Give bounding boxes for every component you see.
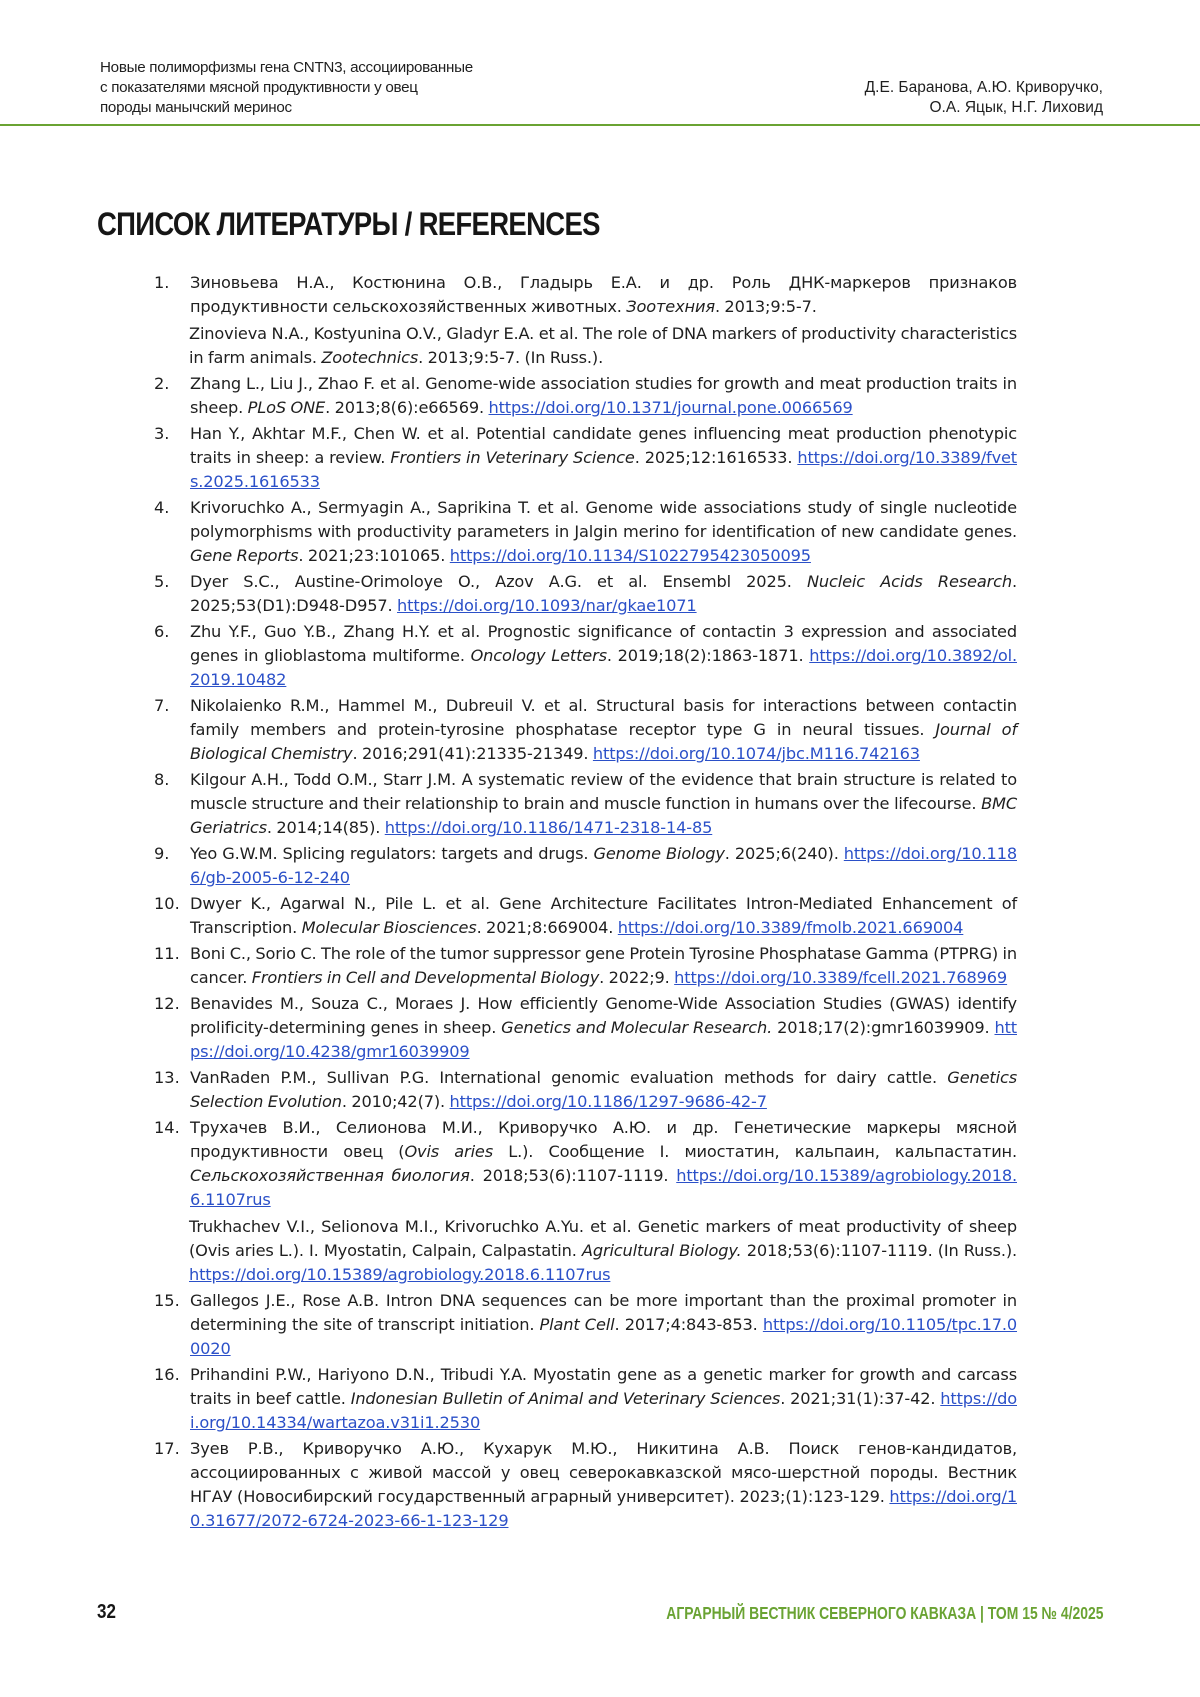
header-article-title-line: породы манычский меринос [100, 99, 292, 116]
reference-number: 6. [154, 622, 170, 641]
running-header [100, 58, 1103, 120]
reference-item [0, 1289, 1200, 1361]
reference-item [0, 768, 1200, 840]
reference-segment: . 2025;12:1616533. [634, 448, 798, 467]
reference-segment: Gallegos J.E., Rose A.B. Intron DNA sequences can be more important than the proximal promoter in determining the site of transcript initiation. [190, 1291, 1017, 1334]
reference-segment: . 2022;9. [599, 968, 675, 987]
reference-number: 12. [154, 994, 180, 1013]
reference-text [190, 992, 1017, 1064]
reference-item [0, 372, 1200, 420]
reference-source-title: Ovis aries [404, 1142, 494, 1161]
reference-text [190, 768, 1017, 840]
reference-body [190, 1289, 1017, 1361]
page-number: 32 [97, 1601, 116, 1623]
doi-link[interactable]: https://doi.org/10.1074/jbc.M116.742163 [592, 744, 920, 763]
reference-item [0, 1363, 1200, 1435]
doi-link[interactable]: https://doi.org/10.1186/1297-9686-42-7 [449, 1092, 767, 1111]
reference-segment: 2018;53(6):1107-1119. (In Russ.). [741, 1241, 1017, 1260]
reference-text [190, 1116, 1017, 1212]
reference-segment: Трухачев В.И., Селионова М.И., Криворучко А.Ю. и др. Генетические маркеры мясной продуктивности овец ( [190, 1118, 1017, 1161]
reference-item [0, 942, 1200, 990]
reference-item [0, 620, 1200, 692]
reference-text [190, 570, 1017, 618]
reference-text [190, 1066, 1017, 1114]
reference-source-title: Journal of Biological Chemistry [190, 720, 1017, 763]
reference-segment: Dwyer K., Agarwal N., Pile L. et al. Gene Architecture Facilitates Intron-Mediated Enhancement of Transcription. [190, 894, 1017, 937]
reference-segment: . 2017;4:843-853. [614, 1315, 763, 1334]
reference-text [190, 620, 1017, 692]
reference-segment: . 2019;18(2):1863-1871. [606, 646, 810, 665]
reference-segment: Han Y., Akhtar M.F., Chen W. et al. Potential candidate genes influencing meat production phenotypic traits in sheep: a review. [190, 424, 1017, 467]
reference-text [190, 496, 1017, 568]
reference-source-title: Gene Reports [190, 546, 299, 565]
reference-list [0, 271, 1200, 1535]
reference-source-title: Зоотехния [626, 297, 715, 316]
reference-segment: L.). Сообщение I. миостатин, кальпаин, кальпастатин. [493, 1142, 1017, 1161]
reference-body [190, 620, 1017, 692]
reference-segment: . 2010;42(7). [341, 1092, 450, 1111]
reference-segment: . 2013;9:5-7. [714, 297, 817, 316]
reference-number: 11. [154, 944, 180, 963]
reference-body [190, 496, 1017, 568]
reference-segment: Kilgour A.H., Todd O.M., Starr J.M. A systematic review of the evidence that brain structure is related to muscle structure and their relationship to brain and muscle function in humans over the lifecourse. [190, 770, 1017, 813]
reference-item [0, 1066, 1200, 1114]
reference-text [190, 892, 1017, 940]
reference-item [0, 694, 1200, 766]
reference-segment: Boni C., Sorio C. The role of the tumor suppressor gene Protein Tyrosine Phosphatase Gamma (PTPRG) in cancer. [190, 944, 1017, 987]
reference-body [190, 1066, 1017, 1114]
doi-link[interactable]: https://doi.org/10.31677/2072-6724-2023-66-1-123-129 [190, 1487, 1017, 1530]
reference-item [0, 992, 1200, 1064]
reference-body [190, 372, 1017, 420]
reference-number: 8. [154, 770, 170, 789]
reference-number: 3. [154, 424, 170, 443]
doi-link[interactable]: https://doi.org/10.4238/gmr16039909 [190, 1018, 1017, 1061]
reference-segment: . 2025;53(D1):D948-D957. [190, 572, 1017, 615]
reference-body [190, 842, 1017, 890]
reference-body [190, 1363, 1017, 1435]
reference-text [190, 372, 1017, 420]
section-title: СПИСОК ЛИТЕРАТУРЫ / REFERENCES [97, 206, 600, 242]
doi-link[interactable]: https://doi.org/10.14334/wartazoa.v31i1.2530 [190, 1389, 1017, 1432]
reference-source-title: Genetics and Molecular Research. [501, 1018, 773, 1037]
reference-item [0, 271, 1200, 370]
doi-link[interactable]: https://doi.org/10.1186/1471-2318-14-85 [384, 818, 713, 837]
reference-segment: VanRaden P.M., Sullivan P.G. International genomic evaluation methods for dairy cattle. [190, 1068, 948, 1087]
reference-source-title: Oncology Letters [470, 646, 607, 665]
reference-item [0, 422, 1200, 494]
doi-link[interactable]: https://doi.org/10.15389/agrobiology.2018.6.1107rus [189, 1265, 611, 1284]
reference-number: 9. [154, 844, 170, 863]
reference-segment: Benavides M., Souza C., Moraes J. How efficiently Genome-Wide Association Studies (GWAS) identify prolificity-determining genes in sheep. [190, 994, 1017, 1037]
reference-number: 14. [154, 1118, 180, 1137]
reference-segment: Зиновьева Н.А., Костюнина О.В., Гладырь Е.А. и др. Роль ДНК-маркеров признаков продуктивности сельскохозяйственных животных. [190, 273, 1017, 316]
reference-body [190, 694, 1017, 766]
reference-text [190, 1289, 1017, 1361]
reference-segment: Zhang L., Liu J., Zhao F. et al. Genome-wide association studies for growth and meat production traits in sheep. [190, 374, 1017, 417]
reference-segment: . 2021;31(1):37-42. [780, 1389, 941, 1408]
reference-segment: . 2025;6(240). [724, 844, 844, 863]
reference-number: 15. [154, 1291, 180, 1310]
reference-source-title: Molecular Biosciences [301, 918, 477, 937]
reference-source-title: Plant Cell [539, 1315, 615, 1334]
reference-item [0, 842, 1200, 890]
reference-item [0, 496, 1200, 568]
reference-segment: Zhu Y.F., Guo Y.B., Zhang H.Y. et al. Prognostic significance of contactin 3 expression and associated genes in glioblastoma multiforme. [190, 622, 1017, 665]
reference-item [0, 570, 1200, 618]
header-authors-line: Д.Е. Баранова, А.Ю. Криворучко, [864, 79, 1103, 96]
reference-body [190, 942, 1017, 990]
reference-text [190, 942, 1017, 990]
reference-segment: Trukhachev V.I., Selionova M.I., Krivoruchko A.Yu. et al. Genetic markers of meat productivity of sheep (Ovis aries L.). I. Myostatin, Calpain, Calpastatin. [189, 1217, 1017, 1260]
doi-link[interactable]: https://doi.org/10.1105/tpc.17.00020 [190, 1315, 1018, 1358]
reference-body [190, 1116, 1017, 1287]
reference-item [0, 1437, 1200, 1533]
reference-segment: . 2013;8(6):e66569. [325, 398, 489, 417]
reference-text [190, 694, 1017, 766]
reference-body [190, 768, 1017, 840]
reference-text [190, 1363, 1017, 1435]
reference-translation [189, 322, 1017, 370]
reference-segment: Зуев Р.В., Криворучко А.Ю., Кухарук М.Ю., Никитина А.В. Поиск генов-кандидатов, ассоциированных с живой массой у овец северокавказской мясо-шерстной породы. Вестник НГАУ (Новосибирский государственный аграрный университет). 2023;(1):123-129. [190, 1439, 1017, 1506]
reference-body [190, 570, 1017, 618]
journal-footer: АГРАРНЫЙ ВЕСТНИК СЕВЕРНОГО КАВКАЗА | ТОМ 15 № 4/2025 [665, 1603, 1103, 1623]
reference-number: 10. [154, 894, 180, 913]
reference-number: 1. [154, 273, 170, 292]
reference-segment: Prihandini P.W., Hariyono D.N., Tribudi Y.A. Myostatin gene as a genetic marker for growth and carcass traits in beef cattle. [190, 1365, 1017, 1408]
reference-number: 17. [154, 1439, 180, 1458]
header-article-title-line: Новые полиморфизмы гена CNTN3, ассоциированные [100, 59, 473, 76]
reference-text [190, 1437, 1017, 1533]
doi-link[interactable]: https://doi.org/10.3389/fvets.2025.1616533 [190, 448, 1018, 491]
header-rule [0, 124, 1200, 126]
reference-segment: . 2014;14(85). [266, 818, 385, 837]
reference-segment: Zinovieva N.A., Kostyunina O.V., Gladyr E.A. et al. The role of DNA markers of productivity characteristics in farm animals. [189, 324, 1017, 367]
reference-body [190, 422, 1017, 494]
reference-segment: Nikolaienko R.M., Hammel M., Dubreuil V. et al. Structural basis for interactions between contactin family members and protein-tyrosine phosphatase receptor type G in neural tissues. [190, 696, 1017, 739]
reference-source-title: PLoS ONE [247, 398, 326, 417]
reference-segment: . 2013;9:5-7. (In Russ.). [418, 348, 604, 367]
doi-link[interactable]: https://doi.org/10.15389/agrobiology.2018.6.1107rus [190, 1166, 1017, 1209]
reference-segment: 2018;17(2):gmr16039909. [772, 1018, 995, 1037]
reference-segment: . 2021;8:669004. [476, 918, 618, 937]
doi-link[interactable]: https://doi.org/10.3892/ol.2019.10482 [190, 646, 1017, 689]
doi-link[interactable]: https://doi.org/10.1371/journal.pone.0066569 [488, 398, 853, 417]
reference-text [190, 422, 1017, 494]
reference-segment: Dyer S.C., Austine-Orimoloye O., Azov A.G. et al. Ensembl 2025. [190, 572, 807, 591]
reference-source-title: Frontiers in Cell and Developmental Biology [251, 968, 600, 987]
reference-text [190, 271, 1017, 319]
reference-number: 2. [154, 374, 170, 393]
header-authors [865, 78, 1103, 118]
reference-segment: . 2018;53(6):1107-1119. [469, 1166, 677, 1185]
header-authors-line: О.А. Яцык, Н.Г. Лиховид [929, 99, 1103, 116]
reference-segment: . 2016;291(41):21335-21349. [352, 744, 593, 763]
doi-link[interactable]: https://doi.org/10.1093/nar/gkae1071 [397, 596, 697, 615]
reference-number: 5. [154, 572, 170, 591]
reference-item [0, 892, 1200, 940]
reference-segment: Krivoruchko A., Sermyagin A., Saprikina T. et al. Genome wide associations study of single nucleotide polymorphisms with productivity parameters in Jalgin merino for identification of new candidate genes. [190, 498, 1017, 541]
reference-text [190, 842, 1017, 890]
reference-translation [189, 1215, 1017, 1287]
reference-body [190, 892, 1017, 940]
reference-source-title: Genetics Selection Evolution [190, 1068, 1017, 1111]
reference-source-title: BMC Geriatrics [190, 794, 1017, 837]
reference-number: 4. [154, 498, 170, 517]
header-article-title [100, 58, 473, 118]
doi-link[interactable]: https://doi.org/10.3389/fcell.2021.768969 [674, 968, 1008, 987]
reference-body [190, 271, 1017, 370]
doi-link[interactable]: https://doi.org/10.1186/gb-2005-6-12-240 [190, 844, 1017, 887]
reference-source-title: Zootechnics [321, 348, 419, 367]
reference-item [0, 1116, 1200, 1287]
doi-link[interactable]: https://doi.org/10.3389/fmolb.2021.669004 [617, 918, 964, 937]
reference-number: 7. [154, 696, 170, 715]
doi-link[interactable]: https://doi.org/10.1134/S1022795423050095 [449, 546, 811, 565]
reference-source-title: Сельскохозяйственная биология [190, 1166, 470, 1185]
reference-number: 16. [154, 1365, 180, 1384]
reference-source-title: Genome Biology [593, 844, 725, 863]
reference-segment: . 2021;23:101065. [298, 546, 450, 565]
header-article-title-line: с показателями мясной продуктивности у овец [100, 79, 418, 96]
reference-number: 13. [154, 1068, 180, 1087]
reference-segment: Yeo G.W.M. Splicing regulators: targets and drugs. [190, 844, 594, 863]
reference-source-title: Indonesian Bulletin of Animal and Veterinary Sciences [350, 1389, 781, 1408]
reference-body [190, 1437, 1017, 1533]
reference-source-title: Frontiers in Veterinary Science [390, 448, 635, 467]
reference-source-title: Nucleic Acids Research [806, 572, 1012, 591]
reference-body [190, 992, 1017, 1064]
reference-source-title: Agricultural Biology. [581, 1241, 742, 1260]
